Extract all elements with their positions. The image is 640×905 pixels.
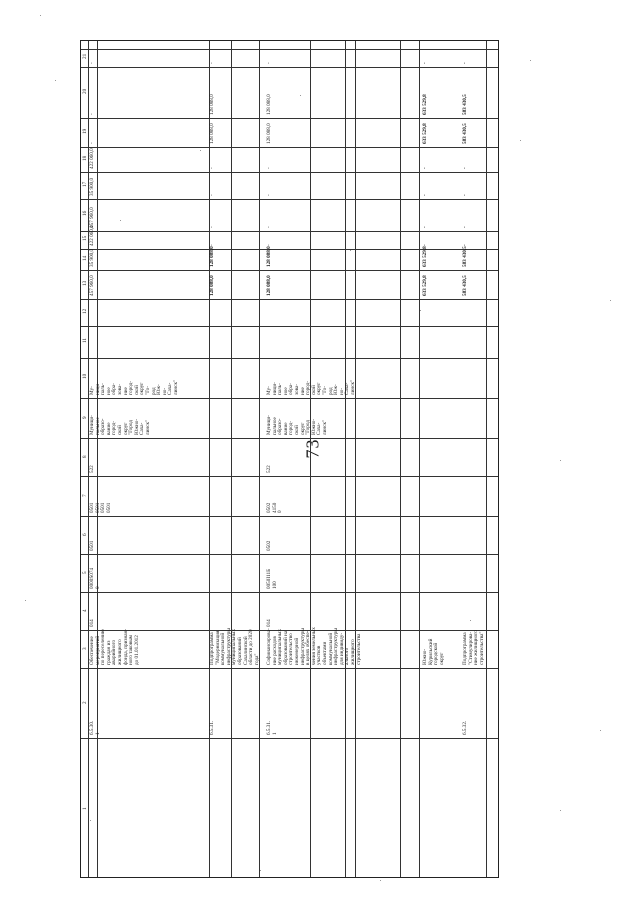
cell-name: Обеспечение мероприятий по переселению граждан из аварийного жилищного фонда, признан- ного таковым до 01.01.2012 <box>89 628 140 665</box>
table-column-divider <box>81 326 498 327</box>
scan-speck <box>470 620 471 621</box>
cell-c18: 422 060,0 <box>89 148 95 169</box>
scan-speck <box>560 460 561 461</box>
table-column-divider <box>81 231 498 232</box>
column-number-header: 4 <box>82 609 88 612</box>
cell-c16: - <box>462 226 468 228</box>
cell-kosgu: 522 <box>89 465 95 473</box>
cell-c20: - <box>89 113 95 115</box>
column-number-header: 10 <box>82 373 88 379</box>
cell-num: 6.5.30. 1 <box>89 720 101 735</box>
cell-c13: 633 529,8 <box>422 275 428 296</box>
cell-kosgu: 522 <box>266 465 272 473</box>
cell-c17: - <box>462 194 468 196</box>
table-column-divider <box>81 199 498 200</box>
cell-c15: - <box>422 244 428 246</box>
cell-c14: 35 900,0 <box>89 248 95 267</box>
cell-c16: 457 960,0 <box>89 207 95 228</box>
scan-speck <box>530 60 531 61</box>
cell-c18: - <box>209 167 215 169</box>
scan-speck <box>560 810 561 811</box>
cell-c17: - <box>422 194 428 196</box>
scan-speck <box>520 140 521 141</box>
table-column-divider <box>81 270 498 271</box>
cell-c19: 583 430,5 <box>462 123 468 144</box>
column-number-header: 17 <box>82 181 88 187</box>
table-column-divider <box>81 554 498 555</box>
cell-num: 6.5.31. <box>209 720 215 735</box>
cell-c14: 128 088,0 <box>266 246 272 267</box>
column-number-header: 18 <box>82 155 88 161</box>
cell-c15: - <box>462 244 468 246</box>
cell-name: Софинансирова- ние расходов муниципальных образований на строительство инженерной инфраструктуры в целях обеспе- чения земельных участков объектами коммунальной инфраструктуры для индивиду- ального жилищного строительства <box>266 627 362 665</box>
cell-c19: 633 529,8 <box>422 123 428 144</box>
scan-speck <box>260 870 261 871</box>
cell-c17: - <box>266 194 272 196</box>
cell-name: Подпрограмма "Модернизация коммунальной инфраструктуры муниципальных образований Сахалинской области до 2020 года" <box>209 628 260 665</box>
column-number-header: 15 <box>82 235 88 241</box>
scan-speck <box>380 880 381 881</box>
cell-c20: 583 430,5 <box>462 94 468 115</box>
scan-speck <box>350 250 351 251</box>
cell-csr: 0000S074 0 <box>89 567 101 589</box>
column-number-header: 6 <box>82 533 88 536</box>
table-column-divider <box>81 738 498 739</box>
scan-speck <box>610 300 611 301</box>
table-row-divider <box>486 41 487 877</box>
scan-speck <box>55 80 56 81</box>
cell-c21: - <box>422 62 428 64</box>
column-number-header: 12 <box>82 308 88 314</box>
cell-c15: 422 060,0 <box>89 225 95 246</box>
table-column-divider <box>81 67 498 68</box>
scan-speck <box>600 730 601 731</box>
cell-c13: 128 088,0 <box>266 275 272 296</box>
cell-c21: - <box>462 62 468 64</box>
scan-speck <box>25 600 26 601</box>
cell-rz: 0501 <box>89 540 95 551</box>
cell-c18: - <box>422 167 428 169</box>
column-number-header: 20 <box>82 88 88 94</box>
column-number-header: 11 <box>82 338 88 343</box>
cell-c15: - <box>209 244 215 246</box>
cell-c19: 128 088,0 <box>266 123 272 144</box>
column-number-header: 2 <box>82 701 88 704</box>
cell-c20: 128 088,0 <box>266 94 272 115</box>
column-number-header: 3 <box>82 647 88 650</box>
cell-executor: Муници- пальное образо- вание город- ской округ "Город Южно- Саха- линск" <box>89 415 151 435</box>
cell-c17: - <box>209 194 215 196</box>
cell-c21: - <box>89 62 95 64</box>
column-number-header: 5 <box>82 571 88 574</box>
scan-speck <box>420 310 421 311</box>
table-row-divider <box>400 41 401 877</box>
column-number-header: 19 <box>82 128 88 134</box>
cell-participant: Му- ници- паль- ное обра- зова- ние город- ской округ "Го- род Юж- но- Саха- линск" <box>89 379 179 395</box>
cell-c18: - <box>462 167 468 169</box>
column-number-header: 16 <box>82 210 88 216</box>
cell-c13: 583 430,5 <box>462 275 468 296</box>
cell-num: 6.5.32. <box>462 720 468 735</box>
cell-name: Подпрограмма "Стимулирова- ние жилищного строительства" <box>462 630 485 665</box>
column-number-header: 9 <box>82 416 88 419</box>
cell-c21: - <box>266 62 272 64</box>
scan-speck <box>300 95 301 96</box>
cell-c14: 583 430,5 <box>462 246 468 267</box>
cell-executor: Муници- пальное образо- вание город- ской округ "Город Южно- Саха- линск" <box>266 415 328 435</box>
column-number-header: 8 <box>82 455 88 458</box>
cell-c16: - <box>209 226 215 228</box>
scan-speck <box>120 220 121 221</box>
column-number-header: 7 <box>82 494 88 497</box>
cell-vr_codes: 0501 0501 0501 0501 <box>89 502 112 513</box>
table-column-divider <box>81 147 498 148</box>
column-number-header: 14 <box>82 255 88 261</box>
scan-speck <box>40 15 41 16</box>
table-column-divider <box>81 592 498 593</box>
table-column-divider <box>81 476 498 477</box>
cell-c15: - <box>266 244 272 246</box>
table-row-divider <box>419 41 420 877</box>
cell-num: 6.5.31. 1 <box>266 720 278 735</box>
table-row-divider <box>345 41 346 877</box>
cell-c14: 633 529,8 <box>422 246 428 267</box>
table-column-divider <box>81 358 498 359</box>
table-row-divider <box>231 41 232 877</box>
cell-vr_codes: 0502 4150 0 <box>266 502 284 513</box>
cell-c16: - <box>422 226 428 228</box>
table-column-divider <box>81 668 498 669</box>
cell-grbs: 014 <box>89 619 95 627</box>
cell-c17: 35 900,0 <box>89 177 95 196</box>
table-row-divider <box>259 41 260 877</box>
scan-speck <box>90 820 91 821</box>
table-column-divider <box>81 118 498 119</box>
column-number-header: 13 <box>82 280 88 286</box>
table-column-divider <box>81 438 498 439</box>
cell-c20: 128 088,0 <box>209 94 215 115</box>
cell-grbs: 014 <box>266 619 272 627</box>
table-column-divider <box>81 398 498 399</box>
cell-rz: 0502 <box>266 540 272 551</box>
cell-c14: 128 088,0 <box>209 246 215 267</box>
table-row-divider <box>97 41 98 877</box>
cell-c13: 457 960,0 <box>89 275 95 296</box>
table-column-divider <box>81 172 498 173</box>
cell-name: Южно- Курильский городской округ <box>422 638 445 665</box>
table-column-divider <box>81 299 498 300</box>
cell-c20: 633 529,8 <box>422 94 428 115</box>
scan-speck <box>200 150 201 151</box>
table-row-divider <box>310 41 311 877</box>
page-number: 73 <box>302 438 323 459</box>
cell-participant: Му- ници- паль- ное обра- зова- ние город- ской округ "Го- род Юж- но- Саха- линск" <box>266 379 356 395</box>
table-column-divider <box>81 516 498 517</box>
data-table <box>80 40 499 878</box>
cell-csr: 0050I11Б 100 <box>266 568 278 589</box>
cell-c21: - <box>209 62 215 64</box>
cell-c19: 128 088,0 <box>209 123 215 144</box>
cell-c19: - <box>89 142 95 144</box>
column-number-header: 21 <box>82 53 88 59</box>
cell-c13: 128 088,0 <box>209 275 215 296</box>
cell-c18: - <box>266 167 272 169</box>
table-column-divider <box>81 249 498 250</box>
column-number-header: 1 <box>82 806 88 810</box>
table-row-divider <box>355 41 356 877</box>
table-column-divider <box>81 49 498 50</box>
cell-c16: - <box>266 226 272 228</box>
